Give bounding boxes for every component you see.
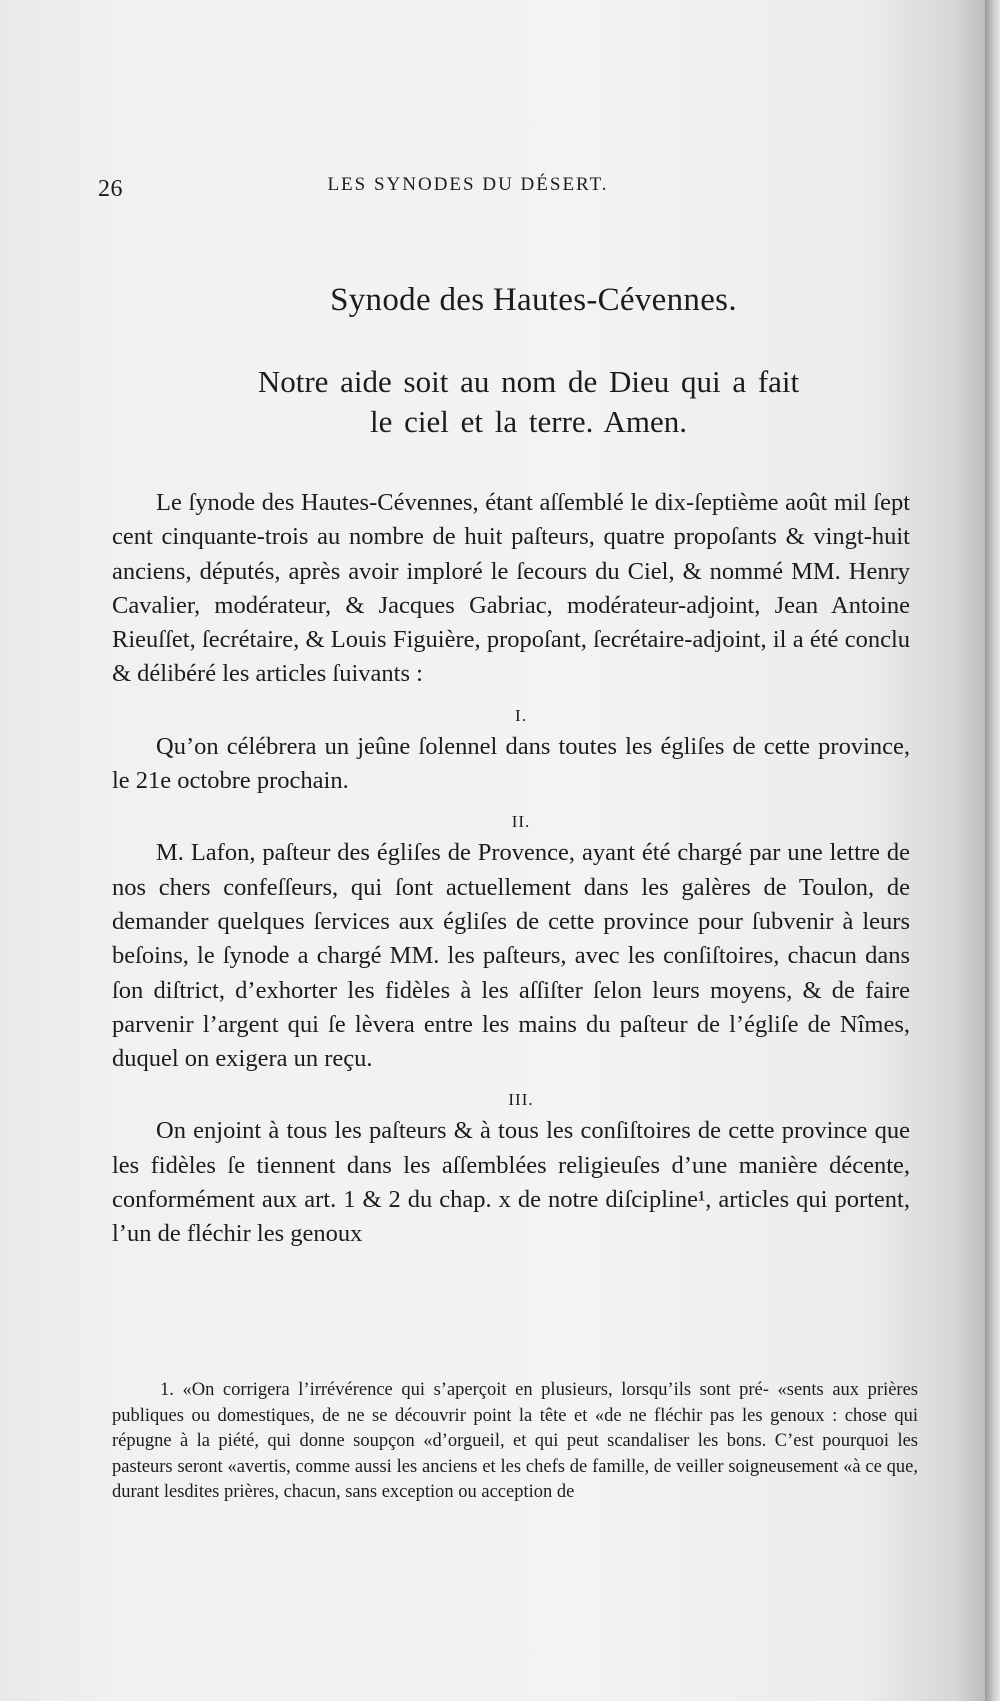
footnote: 1. «On corrigera l’irrévérence qui s’aperçoit en plusieurs, lorsqu’ils sont pré- «sents aux prières publiques ou domestiques, de ne se découvrir point la tête et «de ne fléchir pas les genoux : chose qui répugne à la piété, qui donne soupçon «d’orgueil, et qui peut scandaliser les bons. C’est pourquoi les pasteurs seront «avertis, comme aussi les anciens et les chefs de famille, de veiller soigneusement «à ce que, durant lesdites prières, chacun, sans exception ou acception de: [112, 1380, 918, 1502]
intro-paragraph: Le ſynode des Hautes-Cévennes, étant aſſemblé le dix-ſeptième août mil ſept cent cinquante-trois au nombre de huit paſteurs, quatre propoſants & vingt-huit anciens, députés, après avoir imploré le ſecours du Ciel, & nommé MM. Henry Cavalier, modérateur, & Jacques Gabriac, modérateur-adjoint, Jean Antoine Rieuſſet, ſecrétaire, & Louis Figuière, propoſant, ſecrétaire-adjoint, il a été conclu & délibéré les articles ſuivants :: [112, 489, 910, 688]
article-number: III.: [508, 1090, 534, 1110]
article-number: II.: [511, 812, 531, 832]
invocation-line-2: le ciel et la terre. Amen.: [370, 404, 687, 439]
invocation: [112, 362, 910, 442]
running-title: LES SYNODES DU DÉSERT.: [327, 174, 609, 195]
article-text: M. Lafon, paſteur des égliſes de Provence, ayant été chargé par une lettre de nos chers confeſſeurs, qui ſont actuellement dans les galères de Toulon, de demander quelques ſervices aux égliſes de cette province pour ſubvenir à leurs beſoins, le ſynode a chargé MM. les paſteurs, avec les conſiſtoires, chacun dans ſon diſtrict, d’exhorter les fidèles à les aſſiſter ſelon leurs moyens, & de faire parvenir l’argent qui ſe lèvera entre les mains du paſteur de l’égliſe de Nîmes, duquel on exigera un reçu.: [112, 839, 910, 1073]
article-text: On enjoint à tous les paſteurs & à tous les conſiſtoires de cette province que les fidèles ſe tiennent dans les aſſemblées religieuſes d’une manière décente, conformément aux art. 1 & 2 du chap. x de notre diſcipline¹, articles qui portent, l’un de fléchir les genoux: [112, 1117, 910, 1248]
article-text: Qu’on célébrera un jeûne ſolennel dans toutes les égliſes de cette province, le 21e octobre prochain.: [112, 732, 910, 795]
section-title: Synode des Hautes-Cévennes.: [330, 282, 737, 318]
footnote-block: [112, 1378, 918, 1506]
article-number: I.: [515, 705, 527, 725]
invocation-line-1: Notre aide soit au nom de Dieu qui a fait: [257, 364, 800, 399]
page-edge-shadow: [985, 0, 1000, 1701]
page-header: [98, 170, 838, 202]
page-number: 26: [98, 176, 123, 202]
main-text: [112, 270, 910, 1252]
